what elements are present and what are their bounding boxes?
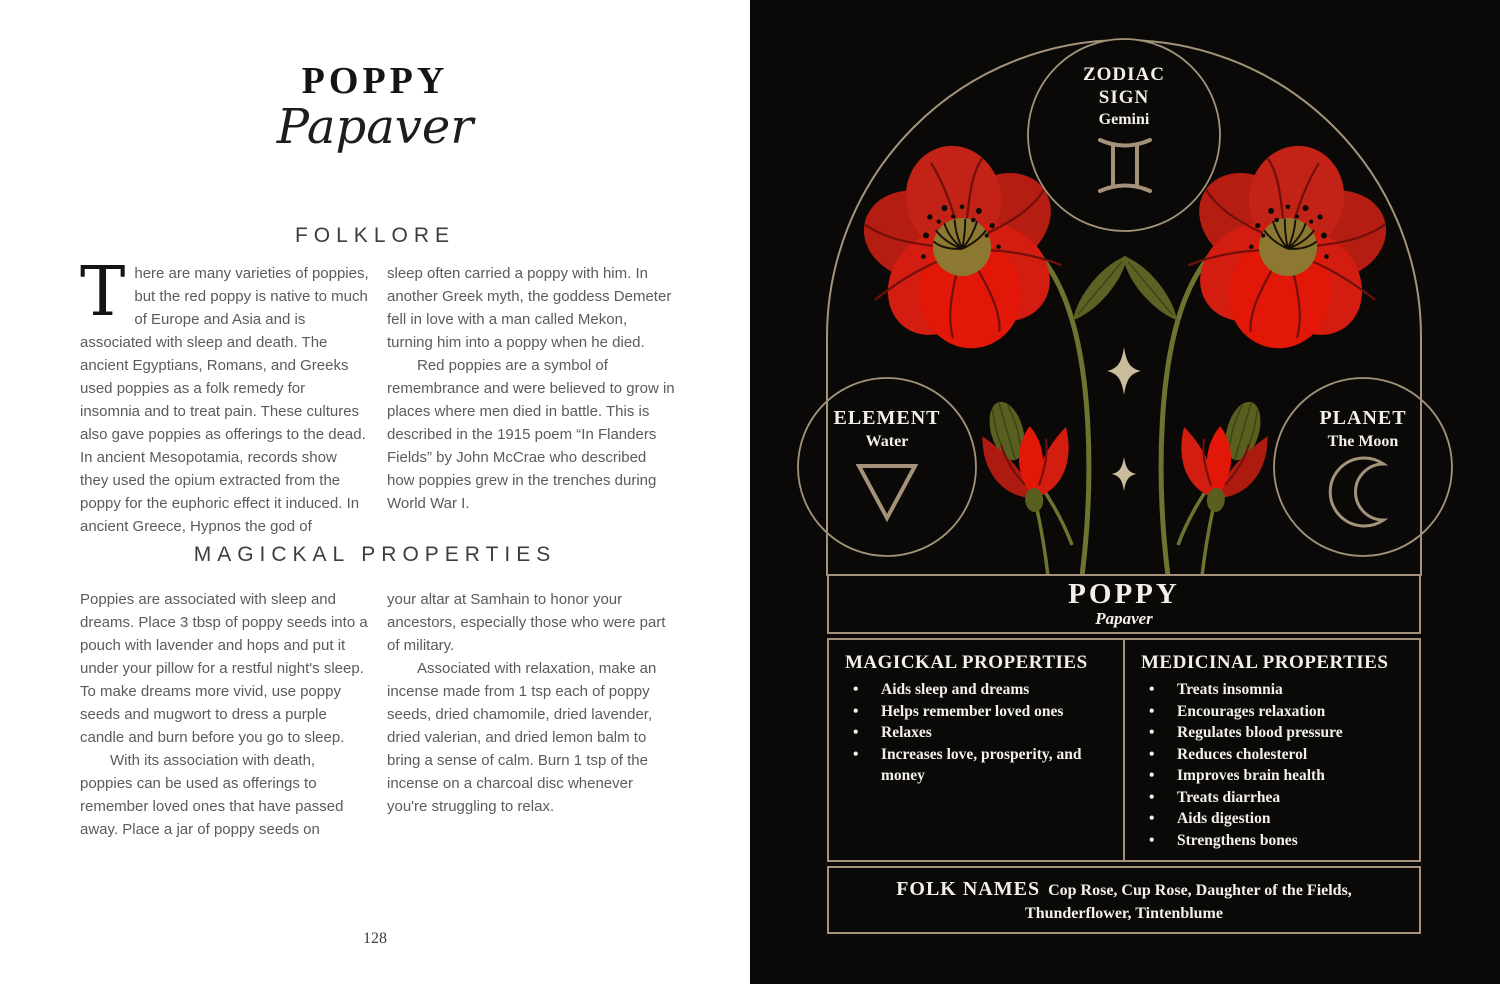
magickal-paragraph: Associated with relaxation, make an incense made from 1 tsp each of poppy seeds, dried chamomile, dried lavender, dried valerian, and dried lemon balm to bring a sense of calm. Burn 1 tsp of the incense on a charcoal disc whenever you're struggling to relax. <box>387 660 657 815</box>
dropcap-initial: T <box>80 253 126 332</box>
list-item: • Aids digestion <box>1141 808 1409 830</box>
magickal-paragraph: your altar at Samhain to honor your ancestors, especially those who were part of military. <box>387 591 666 654</box>
magickal-paragraph: Poppies are associated with sleep and dreams. Place 3 tbsp of poppy seeds into a pouch with lavender and hops and put it under your pillow for a restful night's sleep. To make dreams more vivid, use poppy seeds and mugwort to dress a purple candle and burn before you go to sleep. <box>80 591 368 746</box>
list-item: • Encourages relaxation <box>1141 701 1409 723</box>
magickal-columns <box>80 588 676 841</box>
medicinal-properties-cell <box>1125 640 1419 860</box>
sparkle-icon <box>1107 347 1141 395</box>
magickal-heading: MAGICKAL PROPERTIES <box>193 543 557 566</box>
list-item: • Reduces cholesterol <box>1141 744 1409 766</box>
list-item: • Regulates blood pressure <box>1141 722 1409 744</box>
zodiac-circle <box>1028 39 1220 231</box>
medicinal-properties-heading: MEDICINAL PROPERTIES <box>1141 652 1389 673</box>
card-latin-name: Papaver <box>1095 608 1153 628</box>
folklore-column-2 <box>387 262 676 538</box>
list-item: • Treats insomnia <box>1141 679 1409 701</box>
folk-names-label: FOLK NAMES <box>896 877 1041 900</box>
zodiac-label-2: SIGN <box>1098 87 1150 108</box>
folklore-paragraph: sleep often carried a poppy with him. In another Greek myth, the goddess Demeter fell in love with a man called Mekon, turning him into a poppy when he died. <box>387 265 672 351</box>
plant-info-card <box>827 574 1421 934</box>
body-text: here are many varieties of poppies, but the red poppy is native to much of Europe and Asia and is associated with sleep and death. The ancient Egyptians, Romans, and Greeks used poppies as a folk remedy for insomnia and to treat pain. These cultures also gave poppies as offerings to the dead. In ancient Mesopotamia, records show they used the opium extracted from the poppy for the euphoric effect it induced. In ancient Greece, Hypnos the god of <box>80 265 369 535</box>
medicinal-properties-list <box>1141 679 1409 851</box>
magickal-properties-cell <box>829 640 1125 860</box>
list-item: • Treats diarrhea <box>1141 787 1409 809</box>
card-title-box <box>827 574 1421 634</box>
list-item: • Aids sleep and dreams <box>845 679 1113 701</box>
magickal-column-1 <box>80 588 369 841</box>
list-item: • Relaxes <box>845 722 1113 744</box>
magickal-properties-list <box>845 679 1113 787</box>
list-item: • Strengthens bones <box>1141 830 1409 852</box>
list-item: • Helps remember loved ones <box>845 701 1113 723</box>
page-number: 128 <box>363 930 387 947</box>
folk-names-box <box>827 866 1421 934</box>
planet-circle <box>1274 378 1452 556</box>
properties-box <box>827 638 1421 862</box>
zodiac-value: Gemini <box>1098 111 1150 128</box>
planet-label: PLANET <box>1319 407 1407 429</box>
magickal-paragraph: With its association with death, poppies can be used as offerings to remember loved ones that have passed away. Place a jar of poppy seeds on <box>80 752 344 838</box>
folk-names <box>885 876 1363 925</box>
folklore-paragraph: Red poppies are a symbol of remembrance and were believed to grow in places where men died in battle. This is described in the 1915 poem “In Flanders Fields” by John McCrae who described how poppies grew in the trenches during World War I. <box>387 357 675 512</box>
card-title: POPPY <box>1068 578 1180 611</box>
list-item: • Increases love, prosperity, and money <box>845 744 1113 787</box>
magickal-column-2 <box>387 588 676 841</box>
element-circle <box>798 378 976 556</box>
element-label: ELEMENT <box>833 407 941 429</box>
title-block <box>0 60 750 155</box>
list-item: • Improves brain health <box>1141 765 1409 787</box>
folklore-columns <box>80 253 676 538</box>
folklore-paragraph <box>80 253 369 538</box>
folklore-column-1 <box>80 253 369 538</box>
folk-names-value: Cop Rose, Cup Rose, Daughter of the Fields, Thunderflower, Tintenblume <box>1025 881 1352 922</box>
element-value: Water <box>865 433 909 450</box>
magickal-properties-heading: MAGICKAL PROPERTIES <box>845 652 1088 673</box>
right-page <box>750 0 1500 984</box>
planet-value: The Moon <box>1327 433 1399 450</box>
sparkle-icon <box>1112 457 1136 492</box>
folklore-heading: FOLKLORE <box>294 224 456 247</box>
latin-name: Papaver <box>276 99 474 155</box>
zodiac-label-1: ZODIAC <box>1082 64 1166 85</box>
page-title: POPPY <box>301 60 449 102</box>
